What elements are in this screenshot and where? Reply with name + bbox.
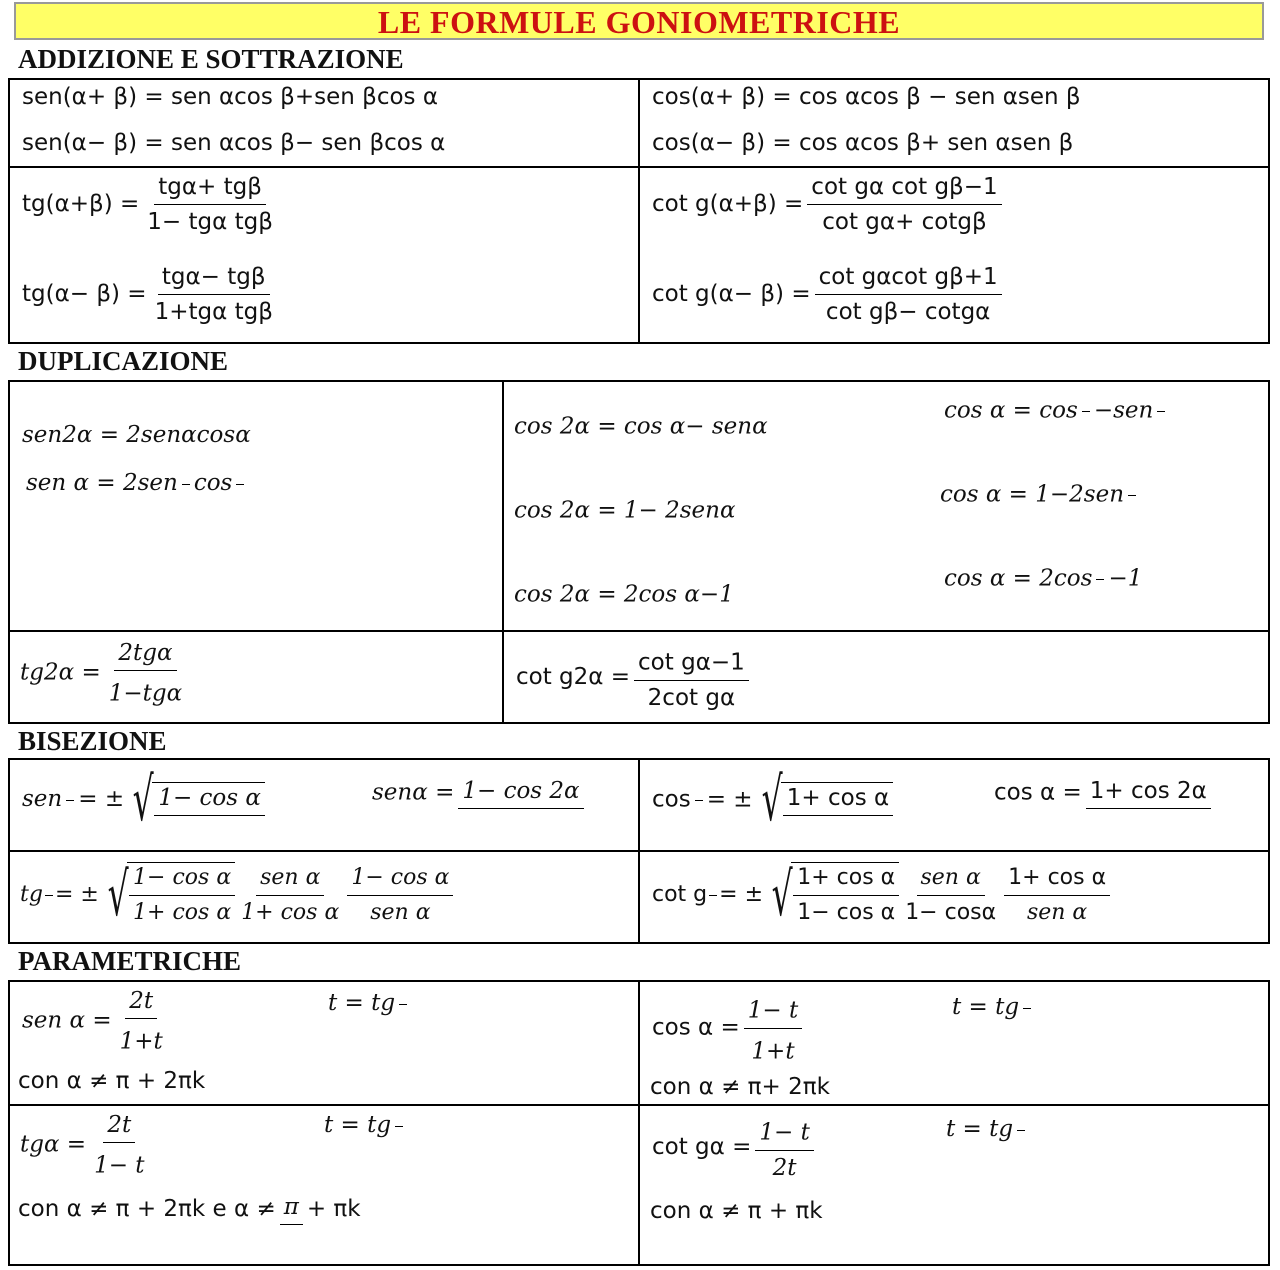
formula-bis-cos: cos = ± √ 1+ cos α [652, 770, 893, 830]
formula-bis-cos2 [994, 774, 1215, 811]
formula-par-t-4 [946, 1116, 1029, 1142]
lhs: α = [412, 779, 455, 806]
term: cos 2α = cos [514, 413, 663, 440]
denominator: 1+t [119, 1028, 163, 1055]
sign: = ± [78, 786, 125, 812]
numerator: 2t [103, 1110, 135, 1143]
condition-3 [18, 1192, 361, 1227]
numerator: 1− cos α [154, 783, 265, 816]
lhs: t = tg [952, 994, 1020, 1020]
denominator [1023, 1009, 1031, 1011]
condition-1: con α ≠ π + 2πk [18, 1068, 206, 1094]
numerator: 2tgα [114, 638, 176, 671]
formula-cotg-sum [652, 172, 1006, 237]
denominator [709, 896, 717, 898]
condition-text: + πk [306, 1196, 361, 1222]
denominator: 1−tg [108, 680, 167, 707]
term: cos 2α = 1− 2sen [514, 497, 720, 524]
lhs: t = tg [946, 1116, 1014, 1142]
denominator: 1+ cos α [241, 899, 340, 925]
lhs: cos [994, 779, 1033, 806]
sign: = ± [706, 786, 753, 813]
denominator: 1+t [751, 1038, 795, 1065]
denominator [1082, 412, 1090, 414]
formula-cos-diff: cos(α− β) = cos αcos β+ sen αsen β [652, 130, 1074, 156]
lhs: t = tg [328, 990, 396, 1016]
denominator: 1− t [94, 1152, 145, 1179]
formula-par-tg [20, 1110, 153, 1181]
formula-par-t-2 [952, 994, 1035, 1020]
numerator: π [280, 1192, 303, 1225]
section-heading-duplicazione: DUPLICAZIONE [18, 346, 229, 376]
formula-sena-half [26, 470, 248, 496]
term: α− sen [662, 413, 753, 440]
denominator [399, 1005, 407, 1007]
formula-par-cos [652, 990, 806, 1066]
numerator: 2t [125, 986, 157, 1019]
formula-tg2a [20, 638, 190, 709]
denominator: 1+ cos α [133, 900, 232, 925]
formula-bis-sen2 [372, 774, 588, 811]
formula-sen-diff: sen(α− β) = sen αcos β− sen βcos α [22, 130, 446, 156]
denominator: 1− cosα [905, 899, 997, 925]
condition-4: con α ≠ π + πk [650, 1198, 823, 1224]
denominator: 2t [772, 1154, 797, 1181]
lhs: tg(α+β) = [22, 191, 140, 217]
formula-sen2a: sen2α = 2senαcosα [22, 422, 251, 448]
term: α [752, 413, 768, 440]
denominator: cot gβ− cotgα [825, 299, 991, 325]
term: cos α = 2cos [944, 565, 1093, 592]
lhs: α = [1032, 779, 1082, 806]
term: α−1 [677, 581, 734, 608]
denominator: 2cot gα [647, 684, 736, 711]
denominator [1017, 1131, 1025, 1133]
denominator [206, 816, 214, 818]
formula-tg-diff [22, 262, 281, 327]
formula-bis-cotg: cot g = ± √ $\frac{\text{1+ cos α}}{\text{1− cos α}}$ sen α 1− cosα 1+ cos α sen α [652, 862, 1112, 928]
formula-cos-sum: cos(α+ β) = cos αcos β − sen αsen β [652, 84, 1081, 110]
lhs: cot g2α = [516, 663, 631, 690]
formula-cosa-3 [944, 560, 1142, 592]
formula-sen-sum: sen(α+ β) = sen αcos β+sen βcos α [22, 84, 438, 110]
numerator: tgα+ tgβ [154, 172, 266, 205]
formula-cosa-1 [944, 392, 1169, 424]
numerator: cot gα cot gβ−1 [807, 172, 1001, 205]
denominator [1157, 412, 1165, 414]
lhs: cos α = [652, 1014, 740, 1041]
denominator [66, 801, 74, 803]
divider [8, 630, 1270, 632]
denominator [695, 801, 703, 803]
term: cos α = 1−2sen [940, 481, 1125, 508]
formula-cos2a-2 [514, 492, 736, 524]
numerator: 1− t [759, 1119, 810, 1146]
sign: = ± [54, 882, 99, 907]
numerator: cot g [638, 649, 696, 676]
formula-cotg-diff [652, 262, 1006, 327]
section-heading-bisezione: BISEZIONE [18, 726, 167, 756]
term: −sen [1093, 397, 1154, 424]
divider [638, 78, 640, 344]
numerator: 1− cos 2α [458, 776, 583, 809]
lhs: cos [652, 786, 691, 813]
numerator: tgα− tgβ [158, 262, 270, 295]
formula-cotg2a [516, 642, 753, 713]
lhs: tg(α− β) = [22, 281, 147, 307]
denominator [287, 1225, 295, 1227]
term: cos α = cos [944, 397, 1078, 424]
denominator: α [166, 680, 183, 707]
sign: = ± [719, 882, 764, 907]
term: −1 [1108, 565, 1143, 592]
numerator: sen α [917, 863, 985, 896]
lhs: sen [22, 786, 63, 812]
formula-par-cotg [652, 1112, 818, 1183]
term: α [719, 497, 736, 524]
formula-cosa-2 [940, 476, 1140, 508]
lhs: t = tg [324, 1112, 392, 1138]
denominator [1128, 496, 1136, 498]
denominator [236, 485, 244, 487]
denominator: cot gα+ cotgβ [822, 209, 987, 235]
denominator: 1− cos α [797, 900, 896, 925]
denominator [395, 1127, 403, 1129]
formula-par-t-3 [324, 1112, 407, 1138]
numerator: 1+ cos α [1004, 863, 1110, 896]
numerator: cot gαcot gβ+1 [815, 262, 1002, 295]
lhs: cot gα = [652, 1133, 752, 1160]
lhs: sen [372, 779, 413, 806]
formula-cos2a-3 [514, 576, 734, 608]
section-heading-addizione: ADDIZIONE E SOTTRAZIONE [18, 44, 404, 74]
numerator: 1− cos α [347, 863, 453, 896]
lhs: sen α = 2sen [26, 470, 178, 496]
denominator: sen α [370, 899, 431, 925]
denominator [517, 809, 525, 811]
denominator [834, 816, 842, 818]
formula-par-t-1 [328, 990, 411, 1016]
numerator: 1− t [747, 997, 799, 1024]
formula-tg-sum [22, 172, 281, 237]
numerator: 1+ cos α [793, 863, 899, 896]
formula-cos2a-1 [514, 408, 768, 440]
lhs: tg2α = [20, 659, 101, 686]
divider [8, 850, 1270, 852]
numerator: 1+ cos α [783, 783, 893, 816]
condition-2: con α ≠ π+ 2πk [650, 1074, 830, 1100]
lhs: cot g(α− β) = [652, 281, 811, 307]
denominator: 1+tgα tgβ [154, 299, 273, 325]
condition-text: con α ≠ π + 2πk e α ≠ [18, 1196, 276, 1222]
denominator [45, 896, 53, 898]
denominator: 1− tgα tgβ [147, 209, 273, 235]
formula-par-sen [22, 986, 171, 1057]
term: cos [193, 470, 233, 496]
denominator [1144, 809, 1152, 811]
numerator: 1− cos α [129, 863, 235, 896]
lhs: tgα = [20, 1131, 87, 1158]
lhs: cot g [652, 882, 708, 907]
section-heading-parametriche: PARAMETRICHE [18, 946, 242, 976]
lhs: tg [20, 882, 43, 907]
numerator: sen α [256, 863, 324, 896]
page-title: LE FORMULE GONIOMETRICHE [14, 2, 1264, 40]
divider [638, 980, 640, 1266]
denominator [182, 485, 190, 487]
numerator: 1+ cos 2α [1086, 776, 1211, 809]
lhs: sen α = [22, 1007, 112, 1034]
term: cos 2α = 2cos [514, 581, 678, 608]
formula-bis-tg: tg = ± √ $\frac{\text{1− cos α}}{\text{1+ cos α}}$ sen α 1+ cos α 1− cos α sen α [20, 862, 455, 928]
numerator: α−1 [695, 649, 745, 676]
divider [8, 166, 1270, 168]
formula-bis-sen: sen = ± √ 1− cos α [22, 770, 265, 830]
lhs: cot g(α+β) = [652, 191, 804, 217]
denominator [1096, 580, 1104, 582]
divider [502, 380, 504, 724]
divider [8, 1104, 1270, 1106]
denominator: sen α [1026, 899, 1088, 925]
